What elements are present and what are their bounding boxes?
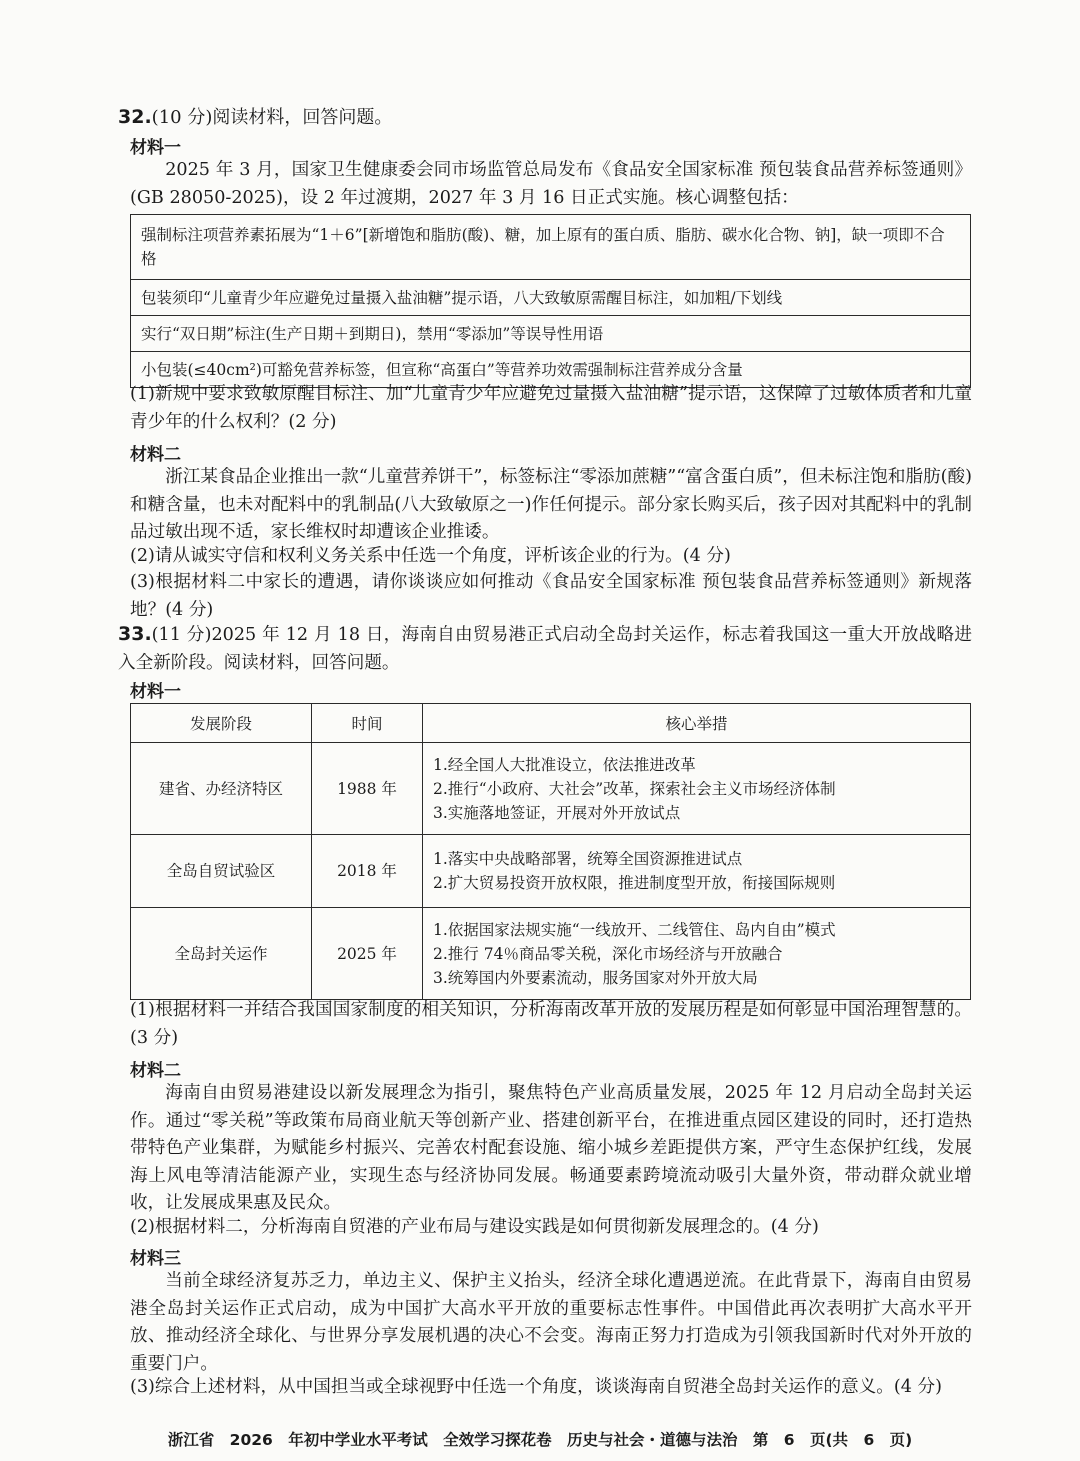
q33-header <box>118 621 972 677</box>
q32-material2-label: 材料二 <box>130 445 181 465</box>
q33-material3-label: 材料三 <box>130 1249 181 1269</box>
table-row <box>131 835 971 908</box>
q33-stage-2: 全岛自贸试验区 <box>131 835 312 908</box>
q32-table-row-3: 实行“双日期”标注(生产日期＋到期日)，禁用“零添加”等误导性用语 <box>131 316 971 352</box>
q33-material3-text: 当前全球经济复苏乏力，单边主义、保护主义抬头，经济全球化遭遇逆流。在此背景下，海南自由贸易港全岛封关运作正式启动，成为中国扩大高水平开放的重要标志性事件。中国借此再次表明扩大高水平开放、推动经济全球化、与世界分享发展机遇的决心不会变。海南正努力打造成为引领我国新时代对外开放的重要门户。 <box>130 1271 972 1374</box>
measure-item: 2.扩大贸易投资开放权限，推进制度型开放，衔接国际规则 <box>433 874 836 892</box>
table-row <box>131 743 971 835</box>
measure-item: 2.推行 74％商品零关税，深化市场经济与开放融合 <box>433 944 783 963</box>
q33-year-2: 2018 年 <box>312 835 423 908</box>
q33-measures-1 <box>423 743 971 835</box>
q32-subquestion-2: (2)请从诚实守信和权利义务关系中任选一个角度，评析该企业的行为。(4 分) <box>130 546 731 566</box>
q33-table-header-measures: 核心举措 <box>423 704 971 743</box>
q32-regulation-table <box>130 214 971 388</box>
q33-material2-text: 海南自由贸易港建设以新发展理念为指引，聚焦特色产业高质量发展，2025 年 12 月启动全岛封关运作。通过“零关税”等政策布局商业航天等创新产业、搭建创新平台，在推进重点园区建设的同时，还打造热带特色产业集群，为赋能乡村振兴、完善农村配套设施、缩小城乡差距提供方案，严守生态保护红线，发展海上风电等清洁能源产业，实现生态与经济协同发展。畅通要素跨境流动吸引大量外资，带动群众就业增收，让发展成果惠及民众。 <box>130 1083 972 1213</box>
q32-stem: (10 分)阅读材料，回答问题。 <box>151 107 393 128</box>
q32-material1-label: 材料一 <box>130 138 181 158</box>
q33-year-1: 1988 年 <box>312 743 423 835</box>
measure-item: 3.实施落地签证，开展对外开放试点 <box>433 803 681 822</box>
q32-material1-text: 2025 年 3 月，国家卫生健康委会同市场监管总局发布《食品安全国家标准 预包装食品营养标签通则》(GB 28050-2025)，设 2 年过渡期，2027 年 3 月 16 日正式实施。核心调整包括： <box>130 160 972 208</box>
q33-material2-label: 材料二 <box>130 1061 181 1081</box>
measure-item: 2.推行“小政府、大社会”改革，探索社会主义市场经济体制 <box>433 779 836 798</box>
q33-stage-3: 全岛封关运作 <box>131 908 312 1000</box>
q33-subquestion-2: (2)根据材料二，分析海南自贸港的产业布局与建设实践是如何贯彻新发展理念的。(4 分) <box>130 1217 819 1237</box>
q33-measures-3 <box>423 908 971 1000</box>
q32-table-row-1: 强制标注项营养素拓展为“1＋6”[新增饱和脂肪(酸)、糖，加上原有的蛋白质、脂肪、碳水化合物、钠]，缺一项即不合格 <box>131 215 971 280</box>
measure-item: 1.落实中央战略部署，统筹全国资源推进试点 <box>433 850 743 868</box>
table-row <box>131 908 971 1000</box>
q33-subquestion-1: (1)根据材料一并结合我国国家制度的相关知识，分析海南改革开放的发展历程是如何彰显中国治理智慧的。(3 分) <box>130 1000 972 1048</box>
q33-material1-label: 材料一 <box>130 682 181 702</box>
page-footer: 浙江省 2026 年初中学业水平考试 全效学习探花卷 历史与社会・道德与法治 第 6 页(共 6 页) <box>167 1431 913 1449</box>
q33-year-3: 2025 年 <box>312 908 423 1000</box>
q32-table-row-4: 小包装(≤40cm²)可豁免营养标签，但宣称“高蛋白”等营养功效需强制标注营养成分含量 <box>131 352 971 388</box>
q33-measures-2 <box>423 835 971 908</box>
q32-subquestion-3: (3)根据材料二中家长的遭遇，请你谈谈应如何推动《食品安全国家标准 预包装食品营养标签通则》新规落地？(4 分) <box>130 572 972 620</box>
q32-number: 32. <box>118 106 152 128</box>
q32-table-row-2: 包装须印“儿童青少年应避免过量摄入盐油糖”提示语，八大致敏原需醒目标注，如加粗/下划线 <box>131 280 971 316</box>
q33-history-table <box>130 703 971 1000</box>
q33-subquestion-3: (3)综合上述材料，从中国担当或全球视野中任选一个角度，谈谈海南自贸港全岛封关运作的意义。(4 分) <box>130 1377 942 1397</box>
q33-table-header-year: 时间 <box>312 704 423 743</box>
q33-stem: (11 分)2025 年 12 月 18 日，海南自由贸易港正式启动全岛封关运作，标志着我国这一重大开放战略进入全新阶段。阅读材料，回答问题。 <box>118 625 972 673</box>
q32-header <box>118 104 392 131</box>
q33-stage-1: 建省、办经济特区 <box>131 743 312 835</box>
measure-item: 3.统筹国内外要素流动，服务国家对外开放大局 <box>433 968 758 987</box>
measure-item: 1.依据国家法规实施“一线放开、二线管住、岛内自由”模式 <box>433 920 836 939</box>
q32-subquestion-1: (1)新规中要求致敏原醒目标注、加“儿童青少年应避免过量摄入盐油糖”提示语，这保障了过敏体质者和儿童青少年的什么权利？(2 分) <box>130 384 972 432</box>
q33-number: 33. <box>118 623 152 645</box>
q32-material2-text: 浙江某食品企业推出一款“儿童营养饼干”，标签标注“零添加蔗糖”“富含蛋白质”，但未标注饱和脂肪(酸)和糖含量，也未对配料中的乳制品(八大致敏原之一)作任何提示。部分家长购买后，孩子因对其配料中的乳制品过敏出现不适，家长维权时却遭该企业推诿。 <box>130 467 972 542</box>
measure-item: 1.经全国人大批准设立，依法推进改革 <box>433 755 696 774</box>
q33-table-header-stage: 发展阶段 <box>131 704 312 743</box>
